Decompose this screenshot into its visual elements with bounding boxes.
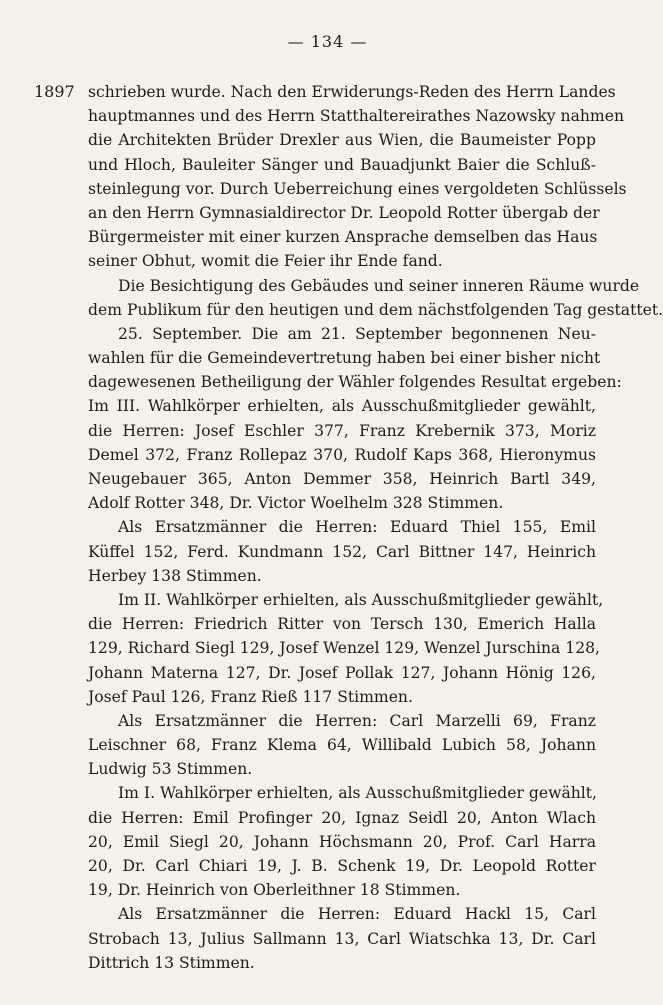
text-line: Im II. Wahlkörper erhielten, als Ausschußmitglieder gewählt, — [118, 590, 604, 609]
text-line: an den Herrn Gymnasialdirector Dr. Leopold Rotter übergab der — [88, 203, 600, 222]
text-line: Im I. Wahlkörper erhielten, als Ausschußmitglieder gewählt, — [118, 784, 598, 803]
text-line: Dittrich 13 Stimmen. — [88, 953, 255, 972]
text-line: 20, Emil Siegl 20, Johann Höchsmann 20, Prof. Carl Harra — [88, 832, 596, 851]
text-line: 25. September. Die am 21. September begonnenen Neu- — [118, 324, 596, 343]
text-line: die Architekten Brüder Drexler aus Wien, die Baumeister Popp — [88, 131, 596, 150]
text-line: die Herren: Emil Profinger 20, Ignaz Seidl 20, Anton Wlach — [88, 808, 596, 827]
text-line: Neugebauer 365, Anton Demmer 358, Heinrich Bartl 349, — [88, 470, 596, 488]
text-line: Küffel 152, Ferd. Kundmann 152, Carl Bittner 147, Heinrich — [88, 542, 596, 561]
text-line: die Herren: Friedrich Ritter von Tersch 130, Emerich Halla — [88, 615, 596, 634]
text-line: 129, Richard Siegl 129, Josef Wenzel 129, Wenzel Jurschina 128, — [88, 639, 601, 658]
text-line: Als Ersatzmänner die Herren: Eduard Thiel 155, Emil — [118, 518, 596, 537]
text-line: Herbey 138 Stimmen. — [88, 566, 262, 585]
text-line: wahlen für die Gemeindevertretung haben bei einer bisher nicht — [88, 349, 601, 368]
text-line: Ludwig 53 Stimmen. — [88, 760, 253, 779]
page-number: — 134 — — [287, 32, 368, 51]
text-line: und Hloch, Bauleiter Sänger und Bauadjunkt Baier die Schluß- — [88, 155, 596, 174]
text-line: Strobach 13, Julius Sallmann 13, Carl Wiatschka 13, Dr. Carl — [88, 929, 596, 948]
text-line: Die Besichtigung des Gebäudes und seiner inneren Räume wurde — [118, 276, 640, 295]
text-line: seiner Obhut, womit die Feier ihr Ende fand. — [88, 252, 443, 271]
text-line: dem Publikum für den heutigen und dem nächstfolgenden Tag gestattet. — [88, 300, 663, 319]
text-line: Johann Materna 127, Dr. Josef Pollak 127, Johann Hönig 126, — [88, 663, 596, 682]
text-line: hauptmannes und des Herrn Statthaltereirathes Nazowsky nahmen — [88, 107, 624, 126]
text-line: Als Ersatzmänner die Herren: Carl Marzelli 69, Franz — [118, 711, 596, 730]
text-line: Demel 372, Franz Rollepaz 370, Rudolf Kaps 368, Hieronymus — [88, 445, 596, 464]
text-line: Adolf Rotter 348, Dr. Victor Woelhelm 328 Stimmen. — [88, 494, 504, 513]
text-line: 20, Dr. Carl Chiari 19, J. B. Schenk 19, Dr. Leopold Rotter — [88, 857, 596, 875]
text-line: schrieben wurde. Nach den Erwiderungs-Reden des Herrn Landes — [88, 83, 616, 101]
text-line: Bürgermeister mit einer kurzen Ansprache demselben das Haus — [88, 228, 598, 247]
margin-year: 1897 — [34, 82, 75, 101]
text-line: Leischner 68, Franz Klema 64, Willibald Lubich 58, Johann — [88, 736, 596, 755]
body-text — [88, 80, 663, 975]
text-line: 19, Dr. Heinrich von Oberleithner 18 Stimmen. — [88, 881, 461, 900]
text-line: steinlegung vor. Durch Ueberreichung eines vergoldeten Schlüssels — [88, 179, 627, 198]
text-line: Im III. Wahlkörper erhielten, als Ausschußmitglieder gewählt, — [88, 397, 596, 416]
text-line: die Herren: Josef Eschler 377, Franz Krebernik 373, Moriz — [88, 421, 596, 440]
text-line: dagewesenen Betheiligung der Wähler folgendes Resultat ergeben: — [88, 373, 622, 392]
text-line: Als Ersatzmänner die Herren: Eduard Hackl 15, Carl — [118, 905, 596, 924]
text-line: Josef Paul 126, Franz Rieß 117 Stimmen. — [88, 687, 413, 706]
